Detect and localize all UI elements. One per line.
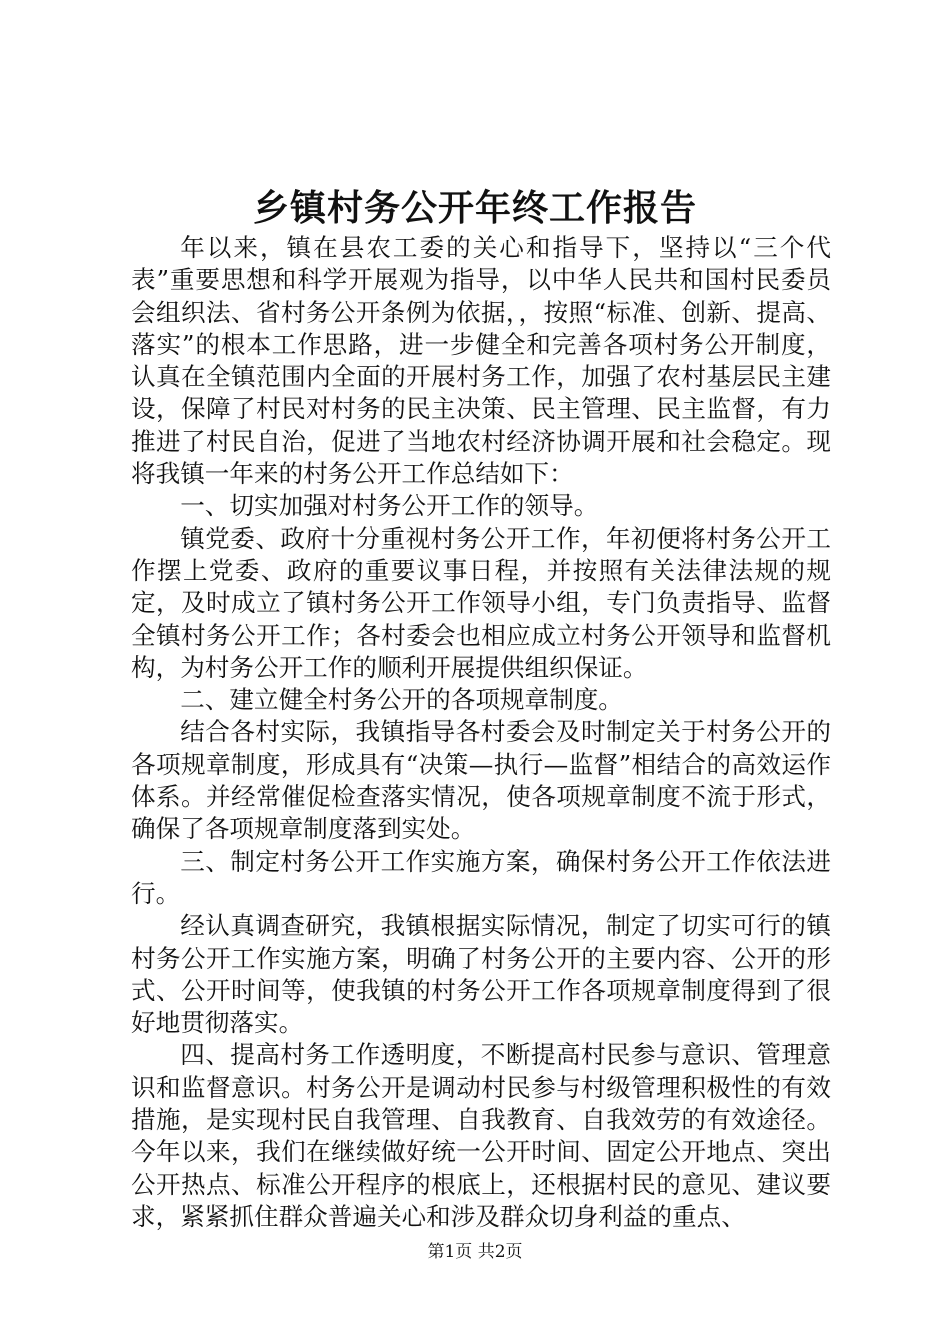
- section-heading-2: 二、建立健全村务公开的各项规章制度。: [180, 685, 623, 715]
- paragraph-section-1: 镇党委、政府十分重视村务公开工作，年初便将村务公开工作摆上党委、政府的重要议事日程，并按照有关法律法规的规定，及时成立了镇村务公开工作领导小组，专门负责指导、监督全镇村务公开工作；各村委会也相应成立村务公开领导和监督机构，为村务公开工作的顺利开展提供组织保证。: [131, 523, 831, 682]
- document-title: 乡镇村务公开年终工作报告: [252, 187, 697, 229]
- section-heading-1: 一、切实加强对村务公开工作的领导。: [180, 491, 599, 521]
- paragraph-intro: 年以来，镇在县农工委的关心和指导下，坚持以“三个代表”重要思想和科学开展观为指导，以中华人民共和国村民委员会组织法、省村务公开条例为依据，，按照“标准、创新、提高、落实”的根本工作思路，进一步健全和完善各项村务公开制度，认真在全镇范围内全面的开展村务工作，加强了农村基层民主建设，保障了村民对村务的民主决策、民主管理、民主监督，有力推进了村民自治，促进了当地农村经济协调开展和社会稳定。现将我镇一年来的村务公开工作总结如下：: [131, 233, 831, 489]
- section-heading-3: 三、制定村务公开工作实施方案，确保村务公开工作依法进行。: [131, 846, 831, 908]
- document-body: [131, 232, 831, 1233]
- paragraph-section-4: 四、提高村务工作透明度，不断提高村民参与意识、管理意识和监督意识。村务公开是调动村民参与村级管理积极性的有效措施，是实现村民自我管理、自我教育、自我效劳的有效途径。今年以来，我们在继续做好统一公开时间、固定公开地点、突出公开热点、标准公开程序的根底上，还根据村民的意见、建议要求，紧紧抓住群众普遍关心和涉及群众切身利益的重点、: [131, 1040, 831, 1231]
- paragraph-section-3: 经认真调查研究，我镇根据实际情况，制定了切实可行的镇村务公开工作实施方案，明确了村务公开的主要内容、公开的形式、公开时间等，使我镇的村务公开工作各项规章制度得到了很好地贯彻落实。: [131, 911, 831, 1038]
- paragraph-section-2: 结合各村实际，我镇指导各村委会及时制定关于村务公开的各项规章制度，形成具有“决策—执行—监督”相结合的高效运作体系。并经常催促检查落实情况，使各项规章制度不流于形式，确保了各项规章制度落到实处。: [131, 717, 831, 844]
- page-number-footer: 第1页 共2页: [427, 1242, 523, 1262]
